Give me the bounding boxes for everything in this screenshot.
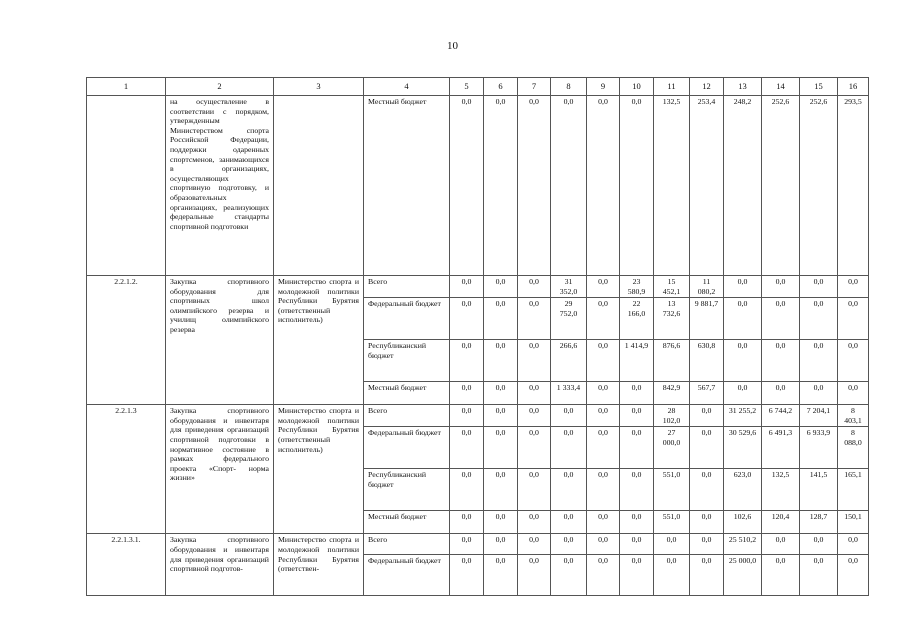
item-name: Закупка спортивного оборудования и инвентаря для приведения организаций спортивной подготов- [166,534,274,596]
budget-table [86,77,869,596]
value-cell: 0,0 [587,96,620,276]
value-cell: 0,0 [484,427,518,469]
value-cell: 0,0 [518,276,551,298]
value-cell: 0,0 [587,534,620,555]
value-cell: 0,0 [551,405,587,427]
value-cell: 6 491,3 [762,427,800,469]
value-cell: 0,0 [620,555,654,596]
value-cell: 0,0 [484,382,518,405]
value-cell: 0,0 [450,340,484,382]
value-cell: 31 255,2 [724,405,762,427]
funding-source: Местный бюджет [364,96,450,276]
value-cell: 0,0 [690,405,724,427]
value-cell: 0,0 [551,511,587,534]
table-row [87,405,869,427]
value-cell: 0,0 [587,405,620,427]
value-cell: 0,0 [620,427,654,469]
item-executor: Министерство спорта и молодежной политики Республики Бурятия (ответствен- [274,534,364,596]
value-cell: 0,0 [762,340,800,382]
value-cell: 0,0 [587,382,620,405]
value-cell: 0,0 [620,405,654,427]
funding-source: Всего [364,405,450,427]
value-cell: 0,0 [518,427,551,469]
column-header: 5 [450,78,484,96]
value-cell: 0,0 [450,427,484,469]
value-cell: 0,0 [762,382,800,405]
value-cell: 567,7 [690,382,724,405]
value-cell: 0,0 [690,511,724,534]
value-cell: 0,0 [551,427,587,469]
value-cell: 23 580,9 [620,276,654,298]
value-cell: 0,0 [838,298,869,340]
column-header: 2 [166,78,274,96]
value-cell: 128,7 [800,511,838,534]
column-header: 3 [274,78,364,96]
value-cell: 0,0 [551,469,587,511]
column-header: 13 [724,78,762,96]
funding-source: Республиканский бюджет [364,340,450,382]
value-cell: 630,8 [690,340,724,382]
value-cell: 0,0 [518,340,551,382]
funding-source: Федеральный бюджет [364,298,450,340]
value-cell: 0,0 [518,382,551,405]
value-cell: 141,5 [800,469,838,511]
value-cell: 102,6 [724,511,762,534]
value-cell: 0,0 [724,276,762,298]
column-header: 10 [620,78,654,96]
value-cell: 0,0 [450,276,484,298]
funding-source: Республиканский бюджет [364,469,450,511]
value-cell: 0,0 [450,405,484,427]
item-executor: Министерство спорта и молодежной политики Республики Бурятия (ответственный исполнитель) [274,276,364,405]
value-cell: 28 102,0 [654,405,690,427]
value-cell: 248,2 [724,96,762,276]
funding-source: Всего [364,276,450,298]
value-cell: 266,6 [551,340,587,382]
column-header: 15 [800,78,838,96]
value-cell: 1 333,4 [551,382,587,405]
value-cell: 0,0 [551,555,587,596]
value-cell: 0,0 [724,298,762,340]
column-header: 9 [587,78,620,96]
value-cell: 0,0 [518,555,551,596]
value-cell: 0,0 [800,555,838,596]
value-cell: 0,0 [620,511,654,534]
column-header: 6 [484,78,518,96]
item-code: 2.2.1.2. [87,276,166,405]
value-cell: 0,0 [690,469,724,511]
column-header: 12 [690,78,724,96]
value-cell: 0,0 [690,427,724,469]
value-cell: 0,0 [450,511,484,534]
value-cell: 0,0 [484,298,518,340]
value-cell: 842,9 [654,382,690,405]
value-cell: 551,0 [654,511,690,534]
value-cell: 8 088,0 [838,427,869,469]
value-cell: 132,5 [762,469,800,511]
value-cell: 0,0 [838,276,869,298]
column-header: 14 [762,78,800,96]
value-cell: 6 933,9 [800,427,838,469]
value-cell: 0,0 [518,405,551,427]
funding-source: Всего [364,534,450,555]
value-cell: 1 414,9 [620,340,654,382]
value-cell: 0,0 [450,382,484,405]
value-cell: 0,0 [654,534,690,555]
table-row [87,96,869,276]
value-cell: 0,0 [762,298,800,340]
value-cell: 0,0 [690,555,724,596]
value-cell: 0,0 [838,382,869,405]
item-name: на осуществление в соответствии с порядком, утвержденным Министерством спорта Российской Федерации, поддержки одаренных спортсменов, занимающихся в организациях, осуществляющих спортивную подготовку, и образовательных организациях, реализующих федеральные стандарты спортивной подготовки [166,96,274,276]
value-cell: 0,0 [587,511,620,534]
value-cell: 0,0 [518,298,551,340]
value-cell: 0,0 [762,555,800,596]
value-cell: 0,0 [518,469,551,511]
value-cell: 0,0 [518,511,551,534]
item-name: Закупка спортивного оборудования и инвентаря для приведения организаций спортивной подготовки в нормативное состояние в рамках федерального проекта «Спорт- норма жизни» [166,405,274,534]
value-cell: 0,0 [620,469,654,511]
value-cell: 0,0 [518,96,551,276]
value-cell: 0,0 [690,534,724,555]
value-cell: 8 403,1 [838,405,869,427]
funding-source: Федеральный бюджет [364,427,450,469]
value-cell: 0,0 [800,276,838,298]
value-cell: 0,0 [762,276,800,298]
value-cell: 6 744,2 [762,405,800,427]
value-cell: 0,0 [838,555,869,596]
item-executor: Министерство спорта и молодежной политики Республики Бурятия (ответственный исполнитель) [274,405,364,534]
value-cell: 0,0 [587,340,620,382]
value-cell: 120,4 [762,511,800,534]
funding-source: Местный бюджет [364,382,450,405]
value-cell: 132,5 [654,96,690,276]
value-cell: 31 352,0 [551,276,587,298]
value-cell: 0,0 [724,382,762,405]
value-cell: 0,0 [587,469,620,511]
value-cell: 0,0 [800,534,838,555]
value-cell: 0,0 [484,405,518,427]
value-cell: 0,0 [518,534,551,555]
value-cell: 0,0 [620,382,654,405]
item-executor [274,96,364,276]
column-header: 8 [551,78,587,96]
table-row [87,276,869,298]
table-row [87,534,869,555]
value-cell: 150,1 [838,511,869,534]
column-header: 4 [364,78,450,96]
item-code [87,96,166,276]
value-cell: 15 452,1 [654,276,690,298]
value-cell: 0,0 [450,555,484,596]
value-cell: 0,0 [587,276,620,298]
item-code: 2.2.1.3.1. [87,534,166,596]
page-number: 10 [447,40,458,52]
value-cell: 0,0 [800,382,838,405]
value-cell: 0,0 [800,340,838,382]
value-cell: 0,0 [838,340,869,382]
value-cell: 30 529,6 [724,427,762,469]
column-header: 7 [518,78,551,96]
value-cell: 11 080,2 [690,276,724,298]
value-cell: 0,0 [484,96,518,276]
value-cell: 0,0 [587,298,620,340]
value-cell: 0,0 [450,96,484,276]
value-cell: 29 752,0 [551,298,587,340]
value-cell: 165,1 [838,469,869,511]
value-cell: 0,0 [800,298,838,340]
column-header: 16 [838,78,869,96]
value-cell: 623,0 [724,469,762,511]
value-cell: 0,0 [724,340,762,382]
value-cell: 0,0 [654,555,690,596]
header-row [87,78,869,96]
value-cell: 0,0 [450,469,484,511]
value-cell: 0,0 [838,534,869,555]
value-cell: 0,0 [762,534,800,555]
item-code: 2.2.1.3 [87,405,166,534]
value-cell: 0,0 [484,276,518,298]
value-cell: 25 000,0 [724,555,762,596]
value-cell: 0,0 [484,555,518,596]
value-cell: 293,5 [838,96,869,276]
value-cell: 252,6 [800,96,838,276]
value-cell: 0,0 [484,534,518,555]
value-cell: 9 881,7 [690,298,724,340]
value-cell: 551,0 [654,469,690,511]
funding-source: Федеральный бюджет [364,555,450,596]
value-cell: 0,0 [484,340,518,382]
item-name: Закупка спортивного оборудования для спортивных школ олимпийского резерва и училищ олимпийского резерва [166,276,274,405]
value-cell: 0,0 [484,511,518,534]
value-cell: 0,0 [484,469,518,511]
funding-source: Местный бюджет [364,511,450,534]
value-cell: 0,0 [620,534,654,555]
value-cell: 25 510,2 [724,534,762,555]
value-cell: 0,0 [450,534,484,555]
value-cell: 7 204,1 [800,405,838,427]
value-cell: 253,4 [690,96,724,276]
value-cell: 252,6 [762,96,800,276]
value-cell: 876,6 [654,340,690,382]
value-cell: 0,0 [620,96,654,276]
value-cell: 0,0 [551,96,587,276]
column-header: 1 [87,78,166,96]
value-cell: 13 732,6 [654,298,690,340]
value-cell: 0,0 [587,427,620,469]
value-cell: 22 166,0 [620,298,654,340]
value-cell: 0,0 [450,298,484,340]
value-cell: 0,0 [587,555,620,596]
value-cell: 27 000,0 [654,427,690,469]
value-cell: 0,0 [551,534,587,555]
column-header: 11 [654,78,690,96]
